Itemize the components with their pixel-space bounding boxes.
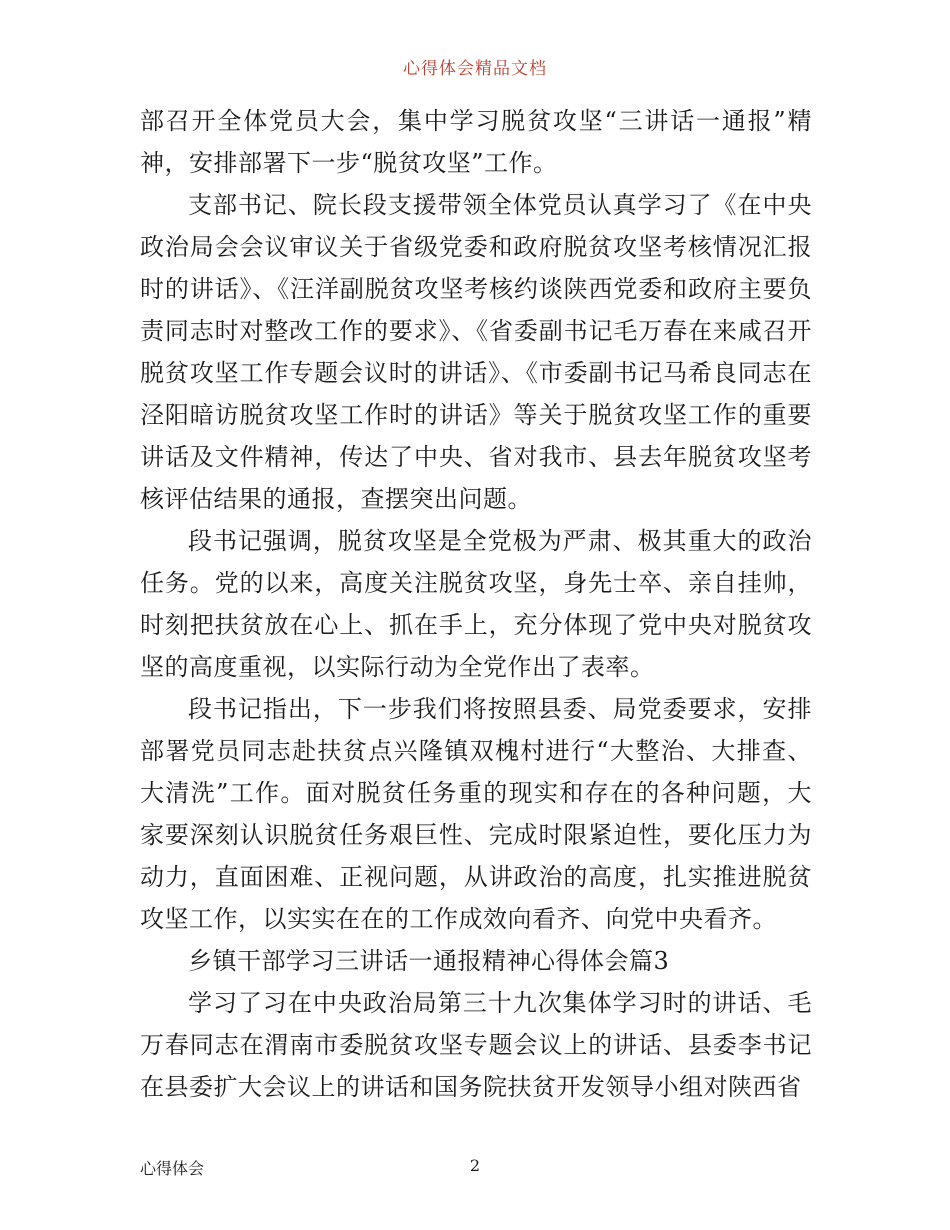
document-body (140, 100, 812, 1108)
page-header-title: 心得体会精品文档 (403, 59, 547, 79)
paragraph: 支部书记、院长段支援带领全体党员认真学习了《在中央政治局会会议审议关于省级党委和政府脱贫攻坚考核情况汇报时的讲话》、《汪洋副脱贫攻坚考核约谈陕西党委和政府主要负责同志时对整改工作的要求》、《省委副书记毛万春在来咸召开脱贫攻坚工作专题会议时的讲话》、《市委副书记马希良同志在泾阳暗访脱贫攻坚工作时的讲话》等关于脱贫攻坚工作的重要讲话及文件精神，传达了中央、省对我市、县去年脱贫攻坚考核评估结果的通报，查摆突出问题。 (140, 191, 812, 513)
paragraph: 段书记指出，下一步我们将按照县委、局党委要求，安排部署党员同志赴扶贫点兴隆镇双槐村进行“大整治、大排查、大清洗”工作。面对脱贫任务重的现实和存在的各种问题，大家要深刻认识脱贫任务艰巨性、完成时限紧迫性，要化压力为动力，直面困难、正视问题，从讲政治的高度，扎实推进脱贫攻坚工作，以实实在在的工作成效向看齐、向党中央看齐。 (140, 695, 812, 933)
paragraph-continuation: 部召开全体党员大会，集中学习脱贫攻坚“三讲话一通报”精神，安排部署下一步“脱贫攻坚”工作。 (140, 107, 812, 177)
paragraph: 段书记强调，脱贫攻坚是全党极为严肃、极其重大的政治任务。党的以来，高度关注脱贫攻坚，身先士卒、亲自挂帅，时刻把扶贫放在心上、抓在手上，充分体现了党中央对脱贫攻坚的高度重视，以实际行动为全党作出了表率。 (140, 527, 812, 681)
section-heading: 乡镇干部学习三讲话一通报精神心得体会篇3 (188, 947, 670, 975)
paragraph: 学习了习在中央政治局第三十九次集体学习时的讲话、毛万春同志在渭南市委脱贫攻坚专题会议上的讲话、县委李书记在县委扩大会议上的讲话和国务院扶贫开发领导小组对陕西省 (140, 989, 812, 1101)
page-number: 2 (469, 1156, 481, 1175)
footer-label: 心得体会 (140, 1159, 205, 1178)
